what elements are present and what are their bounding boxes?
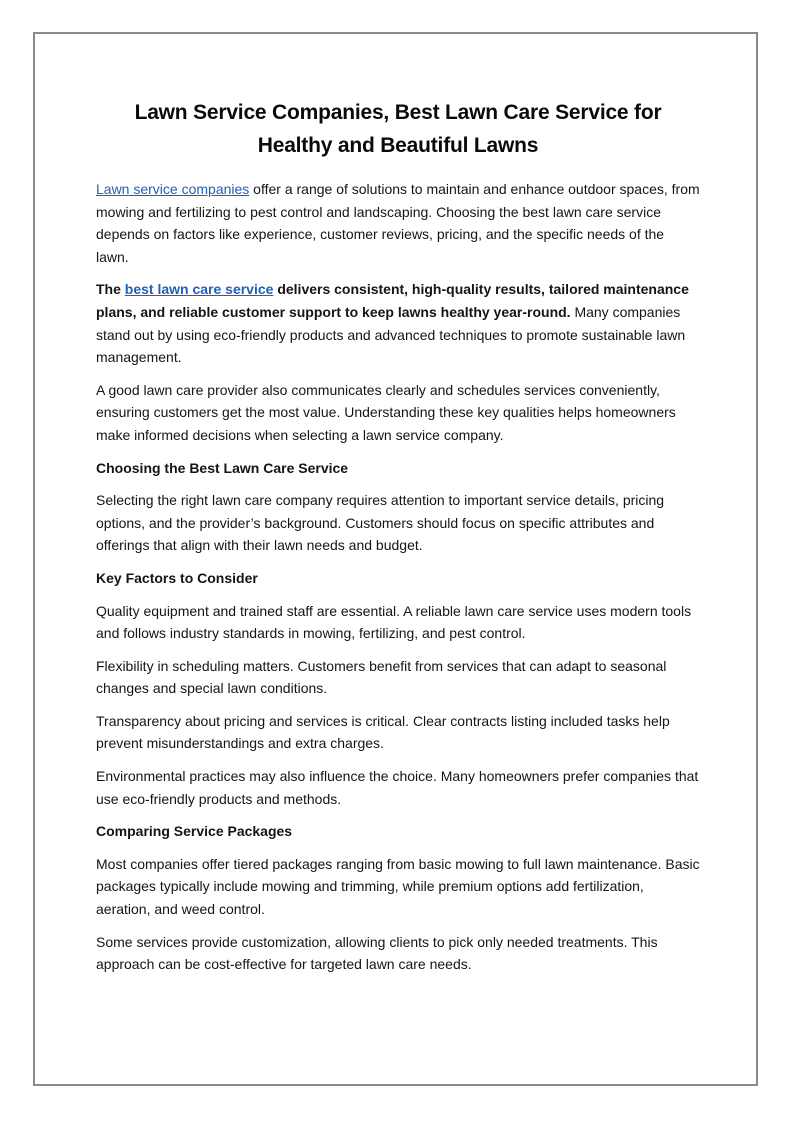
choosing-heading: Choosing the Best Lawn Care Service	[96, 459, 349, 476]
best-service-bold-suffix: delivers consistent, high-quality results, tailored maintenance plans, and reliable customer support to keep lawns healthy year-round.	[96, 281, 689, 320]
best-service-paragraph	[96, 278, 700, 368]
provider-paragraph: A good lawn care provider also communicates clearly and schedules services conveniently, ensuring customers get the most value. Understanding these key qualities helps homeowners make informed decisions when selecting a lawn service company.	[96, 381, 676, 443]
tiered-packages-paragraph: Most companies offer tiered packages ranging from basic mowing to full lawn maintenance. Basic packages typically include mowing and trimming, while premium options add fertilization, aeration, and weed control.	[96, 855, 700, 918]
intro-paragraph	[96, 178, 700, 268]
customization-paragraph: Some services provide customization, allowing clients to pick only needed treatments. This approach can be cost-effective for targeted lawn care needs.	[96, 933, 658, 973]
selecting-paragraph: Selecting the right lawn care company requires attention to important service details, pricing options, and the provider’s background. Customers should focus on specific attributes and offerings that align with their lawn needs and budget.	[96, 492, 665, 554]
best-service-text: Many companies stand out by using eco-friendly products and advanced techniques to promote sustainable lawn management.	[96, 303, 686, 366]
best-service-bold-prefix: The	[96, 281, 125, 298]
transparency-paragraph: Transparency about pricing and services is critical. Clear contracts listing included tasks help prevent misunderstandings and extra charges.	[96, 712, 670, 752]
environmental-paragraph: Environmental practices may also influence the choice. Many homeowners prefer companies that use eco-friendly products and methods.	[96, 768, 699, 807]
lawn-service-companies-link[interactable]: Lawn service companies	[96, 181, 250, 197]
intro-text: offer a range of solutions to maintain and enhance outdoor spaces, from mowing and fertilizing to pest control and landscaping. Choosing the best lawn care service depends on factors like experience, customer reviews, pricing, and the specific needs of the lawn.	[96, 181, 700, 265]
packages-heading: Comparing Service Packages	[96, 823, 293, 840]
document-body	[96, 96, 700, 986]
page-title: Lawn Service Companies, Best Lawn Care Service for Healthy and Beautiful Lawns	[134, 101, 662, 157]
best-lawn-care-service-link[interactable]: best lawn care service	[124, 281, 274, 298]
flexibility-paragraph: Flexibility in scheduling matters. Customers benefit from services that can adapt to seasonal changes and special lawn conditions.	[96, 657, 667, 697]
key-factors-heading: Key Factors to Consider	[96, 569, 258, 586]
quality-paragraph: Quality equipment and trained staff are essential. A reliable lawn care service uses modern tools and follows industry standards in mowing, fertilizing, and pest control.	[96, 602, 692, 642]
